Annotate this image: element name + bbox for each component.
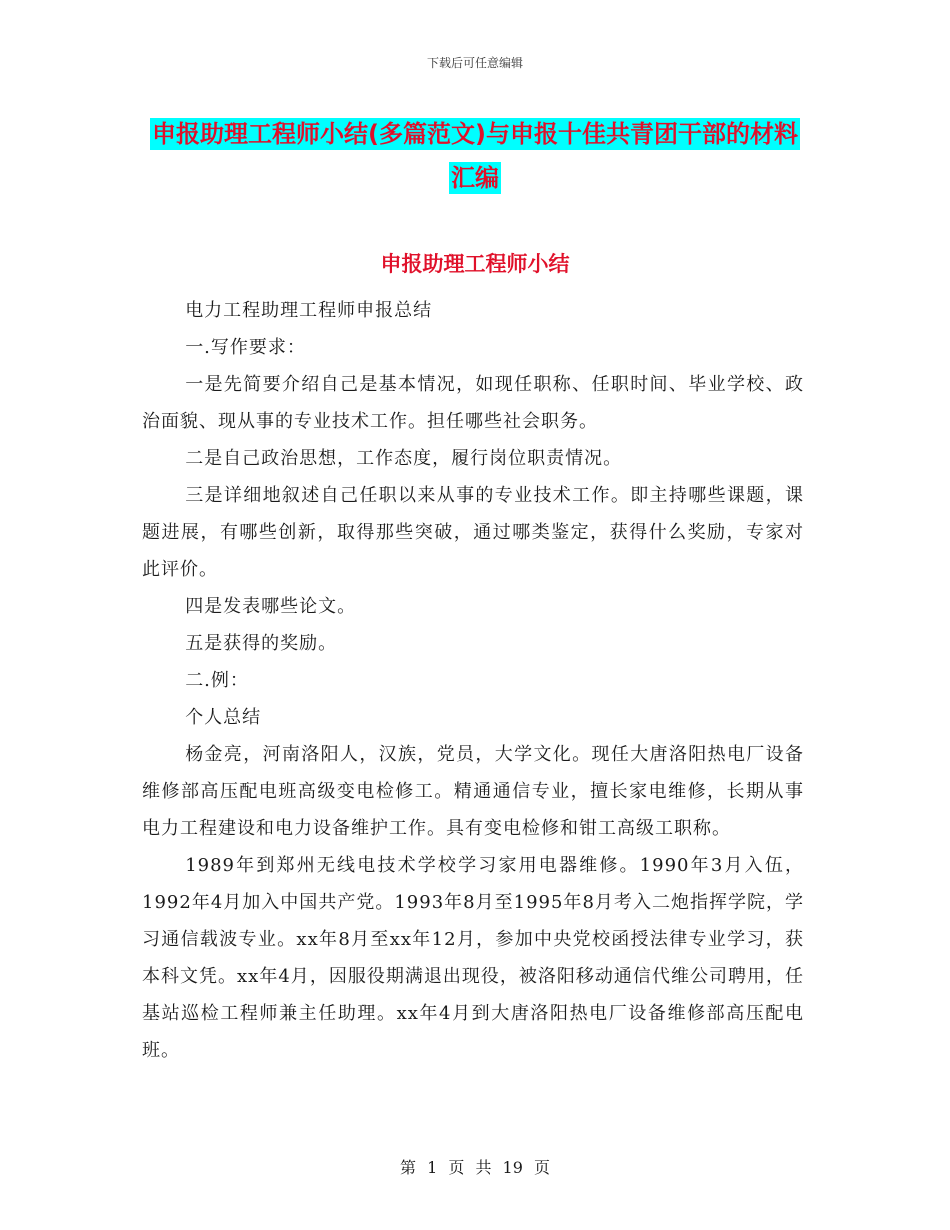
body-paragraph: 二.例： [185, 670, 249, 691]
body-paragraph: 四是发表哪些论文。 [185, 596, 357, 617]
body-paragraph: 一是先简要介绍自己是基本情况，如现任职称、任职时间、毕业学校、政治面貌、现从事的专业技术工作。担任哪些社会职务。 [142, 374, 804, 432]
header-note: 下载后可任意编辑 [426, 56, 523, 70]
body-paragraph: 1989年到郑州无线电技术学校学习家用电器维修。1990年3月入伍，1992年4月加入中国共产党。1993年8月至1995年8月考入二炮指挥学院，学习通信载波专业。xx年8月至xx年12月，参加中央党校函授法律专业学习，获本科文凭。xx年4月，因服役期满退出现役，被洛阳移动通信代维公司聘用，任基站巡检工程师兼主任助理。xx年4月到大唐洛阳热电厂设备维修部高压配电班。 [142, 855, 804, 1061]
body-paragraph: 杨金亮，河南洛阳人，汉族，党员，大学文化。现任大唐洛阳热电厂设备维修部高压配电班高级变电检修工。精通通信专业，擅长家电维修，长期从事电力工程建设和电力设备维护工作。具有变电检修和钳工高级工职称。 [142, 744, 804, 839]
body-paragraph: 一.写作要求： [185, 337, 306, 358]
body-paragraph: 二是自己政治思想，工作态度，履行岗位职责情况。 [185, 448, 623, 469]
body-paragraph: 五是获得的奖励。 [185, 633, 338, 654]
body-paragraph: 电力工程助理工程师申报总结 [185, 300, 433, 321]
section-heading: 申报助理工程师小结 [380, 252, 570, 276]
body-paragraph: 三是详细地叙述自己任职以来从事的专业技术工作。即主持哪些课题，课题进展，有哪些创新，取得那些突破，通过哪类鉴定，获得什么奖励，专家对此评价。 [142, 485, 804, 580]
document-title [150, 112, 800, 200]
document-body [142, 292, 804, 1069]
document-title-text: 申报助理工程师小结(多篇范文)与申报十佳共青团干部的材料汇编 [152, 120, 798, 192]
page-footer: 第 1 页 共 19 页 [400, 1158, 550, 1177]
body-paragraph: 个人总结 [185, 707, 262, 728]
